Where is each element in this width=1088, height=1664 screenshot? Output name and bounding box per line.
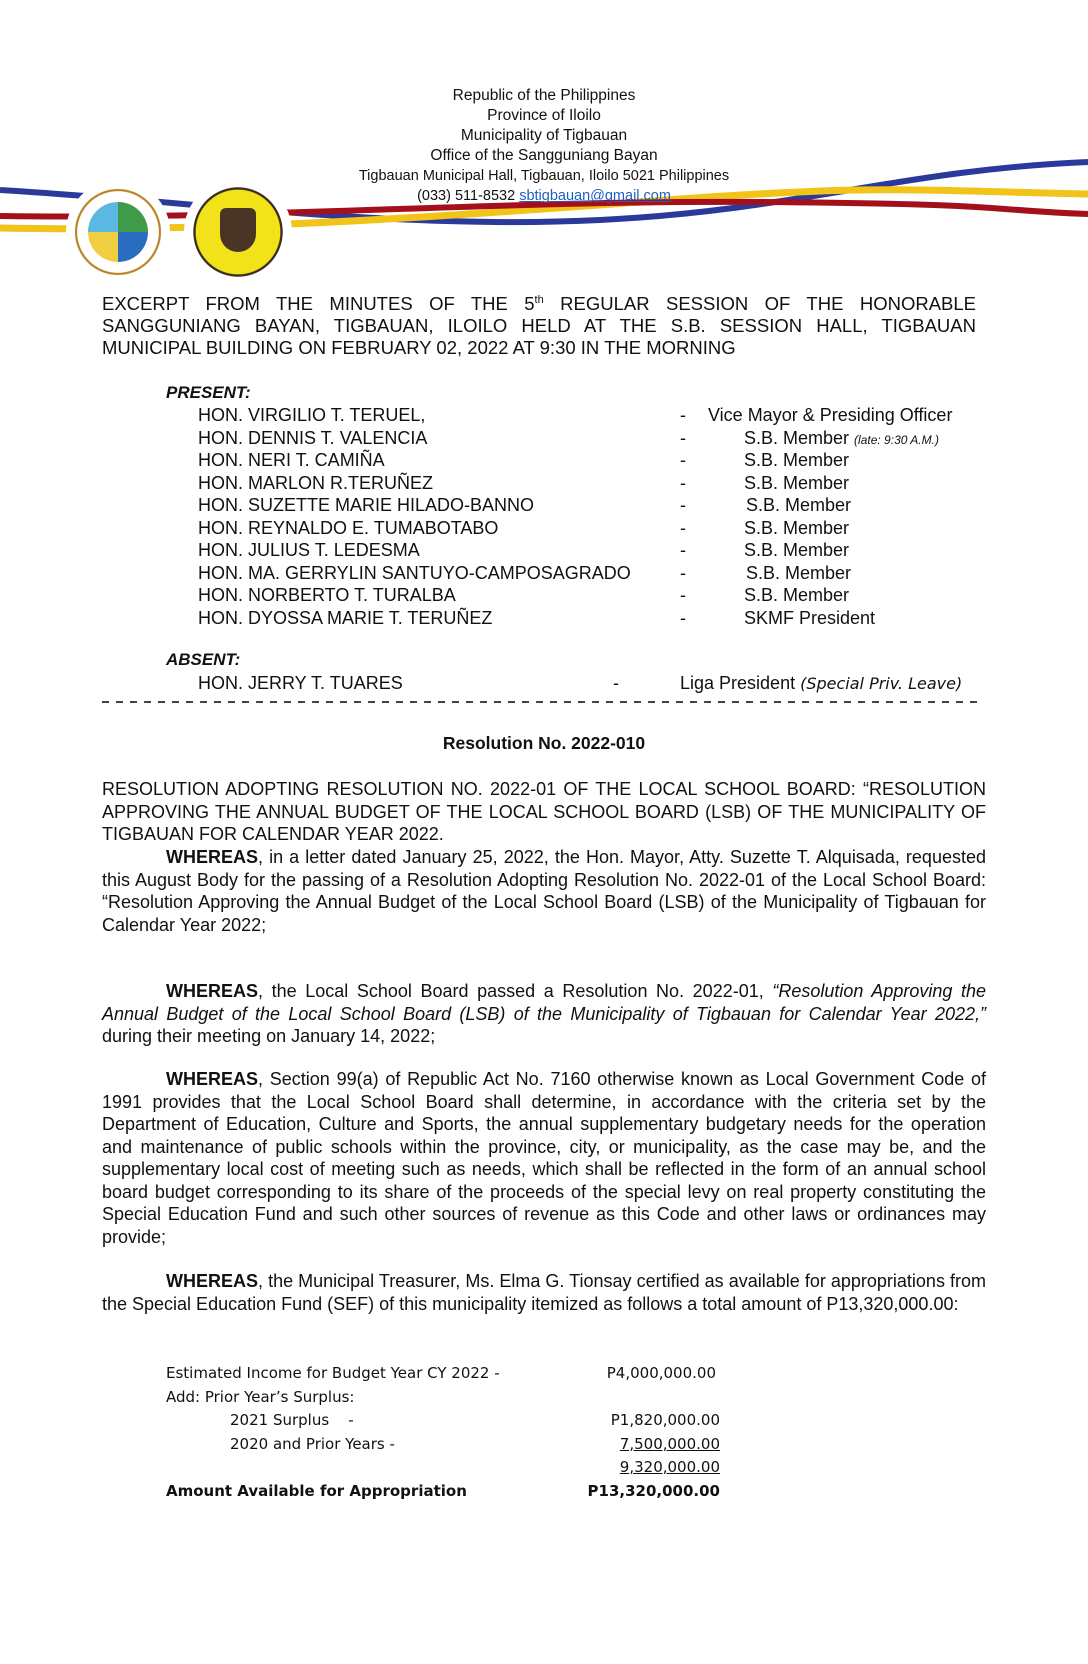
separator-dash: - xyxy=(680,427,686,448)
whereas-paragraph-1: WHEREAS, in a letter dated January 25, 2022, the Hon. Mayor, Atty. Suzette T. Alquisada, requested this August Body for the passing of a Resolution Adopting Resolution No. 2022-01 of the Local School Board: “Resolution Approving the Annual Budget of the Local School Board (LSB) of the Municipality of Tigbauan for Calendar Year 2022; xyxy=(102,847,986,935)
attendee-name: HON. VIRGILIO T. TERUEL, xyxy=(198,405,426,425)
attendee-name: HON. JULIUS T. LEDESMA xyxy=(198,540,420,560)
dashed-divider xyxy=(102,701,982,703)
table-row: 2021 Surplus - P1,820,000.00 xyxy=(230,1411,720,1429)
attendee-role: S.B. Member (late: 9:30 A.M.) xyxy=(744,427,939,448)
table-row: 9,320,000.00 xyxy=(619,1458,720,1476)
separator-dash: - xyxy=(680,495,686,515)
separator-dash: - xyxy=(680,607,686,628)
email-link[interactable]: sbtigbauan@gmail.com xyxy=(519,188,671,204)
attendee-role: S.B. Member xyxy=(744,450,850,470)
attendee-role: Liga President (Special Priv. Leave) xyxy=(680,673,963,693)
attendee-role: S.B. Member xyxy=(744,472,850,493)
heading-superscript: th xyxy=(534,294,544,306)
letterhead xyxy=(0,86,1088,206)
contact-line xyxy=(0,186,1088,206)
minutes-heading xyxy=(102,289,976,359)
table-row: Add: Prior Year’s Surplus: xyxy=(166,1387,355,1406)
attendee-role: S.B. Member xyxy=(746,562,852,583)
attendee-name: HON. DENNIS T. VALENCIA xyxy=(198,427,428,448)
attendance-note: (Special Priv. Leave) xyxy=(800,674,963,693)
absent-label: ABSENT: xyxy=(166,650,241,669)
attendee-name: HON. SUZETTE MARIE HILADO-BANNO xyxy=(198,495,535,515)
separator-dash: - xyxy=(680,405,686,425)
resolution-title: RESOLUTION ADOPTING RESOLUTION NO. 2022-01 OF THE LOCAL SCHOOL BOARD: “RESOLUTION APPROVING THE ANNUAL BUDGET OF THE LOCAL SCHOOL BOARD (LSB) OF THE MUNICIPALITY OF TIGBAUAN FOR CALENDAR YEAR 2022. xyxy=(102,779,986,844)
attendee-name: HON. MARLON R.TERUÑEZ xyxy=(198,472,434,493)
whereas-paragraph-4: WHEREAS, the Municipal Treasurer, Ms. Elma G. Tionsay certified as available for appropriations from the Special Education Fund (SEF) of this municipality itemized as follows a total amount of P13,320,000.00: xyxy=(102,1271,986,1314)
attendee-name: HON. REYNALDO E. TUMABOTABO xyxy=(198,517,499,538)
table-row: Estimated Income for Budget Year CY 2022 - P4,000,000.00 xyxy=(166,1364,716,1382)
attendee-role: S.B. Member xyxy=(744,517,850,538)
budget-table xyxy=(166,1362,746,1503)
attendee-role: SKMF President xyxy=(744,607,876,628)
separator-dash: - xyxy=(680,540,686,560)
separator-dash: - xyxy=(680,472,686,493)
separator-dash: - xyxy=(680,517,686,538)
attendee-role: Vice Mayor & Presiding Officer xyxy=(708,405,953,425)
separator-dash: - xyxy=(613,673,619,693)
shield-emblem xyxy=(220,208,256,252)
attendee-role: S.B. Member xyxy=(744,540,850,560)
attendee-name: HON. NORBERTO T. TURALBA xyxy=(198,585,456,605)
attendee-name: HON. MA. GERRYLIN SANTUYO-CAMPOSAGRADO xyxy=(198,562,631,583)
attendee-role: S.B. Member xyxy=(744,585,850,605)
office-line: Office of the Sangguniang Bayan xyxy=(430,147,658,164)
country-line: Republic of the Philippines xyxy=(452,87,636,104)
attendee-name: HON. DYOSSA MARIE T. TERUÑEZ xyxy=(198,607,493,628)
resolution-number: Resolution No. 2022-010 xyxy=(442,733,646,753)
separator-dash: - xyxy=(680,562,686,583)
whereas-paragraph-3: WHEREAS, Section 99(a) of Republic Act No. 7160 otherwise known as Local Government Code of 1991 provides that the Local School Board shall determine, in accordance with the criteria set by the Department of Education, Culture and Sports, the annual supplementary budgetary needs for the operation and maintenance of public schools within the province, city, or municipality, as the case may be, and the supplementary local cost of meeting such as needs, which shall be reflected in the form of an annual school board budget corresponding to its share of the proceeds of the special levy on real property constituting the Special Education Fund and such other sources of revenue as this Code and other laws or ordinances may provide; xyxy=(102,1069,986,1247)
heading-part-1: EXCERPT FROM THE MINUTES OF THE 5 xyxy=(102,293,535,315)
table-row: 2020 and Prior Years - 7,500,000.00 xyxy=(230,1434,720,1453)
separator-dash: - xyxy=(680,450,686,470)
whereas-paragraph-2: WHEREAS, the Local School Board passed a Resolution No. 2022-01, “Resolution Approving the Annual Budget of the Local School Board (LSB) of the Municipality of Tigbauan for Calendar Year 2022,” during their meeting on January 14, 2022; xyxy=(102,981,986,1046)
attendee-name: HON. JERRY T. TUARES xyxy=(198,673,403,693)
present-label: PRESENT: xyxy=(166,383,251,402)
heading-part-2: REGULAR SESSION OF THE HONORABLE SANGGUNIANG BAYAN, TIGBAUAN, ILOILO HELD AT THE S.B. SESSION HALL, TIGBAUAN MUNICIPAL BUILDING ON FEBRUARY 02, 2022 AT 9:30 IN THE MORNING xyxy=(102,293,976,359)
table-row-total: Amount Available for Appropriation P13,320,000.00 xyxy=(166,1481,720,1500)
municipality-line: Municipality of Tigbauan xyxy=(460,127,628,144)
attendee-name: HON. NERI T. CAMIÑA xyxy=(198,450,385,470)
province-line: Province of Iloilo xyxy=(487,107,601,124)
address-line: Tigbauan Municipal Hall, Tigbauan, Iloilo 5021 Philippines xyxy=(358,168,730,184)
attendee-role: S.B. Member xyxy=(746,495,852,515)
attendance-note: (late: 9:30 A.M.) xyxy=(854,432,939,447)
separator-dash: - xyxy=(680,585,686,605)
phone-number: (033) 511-8532 xyxy=(417,188,516,204)
